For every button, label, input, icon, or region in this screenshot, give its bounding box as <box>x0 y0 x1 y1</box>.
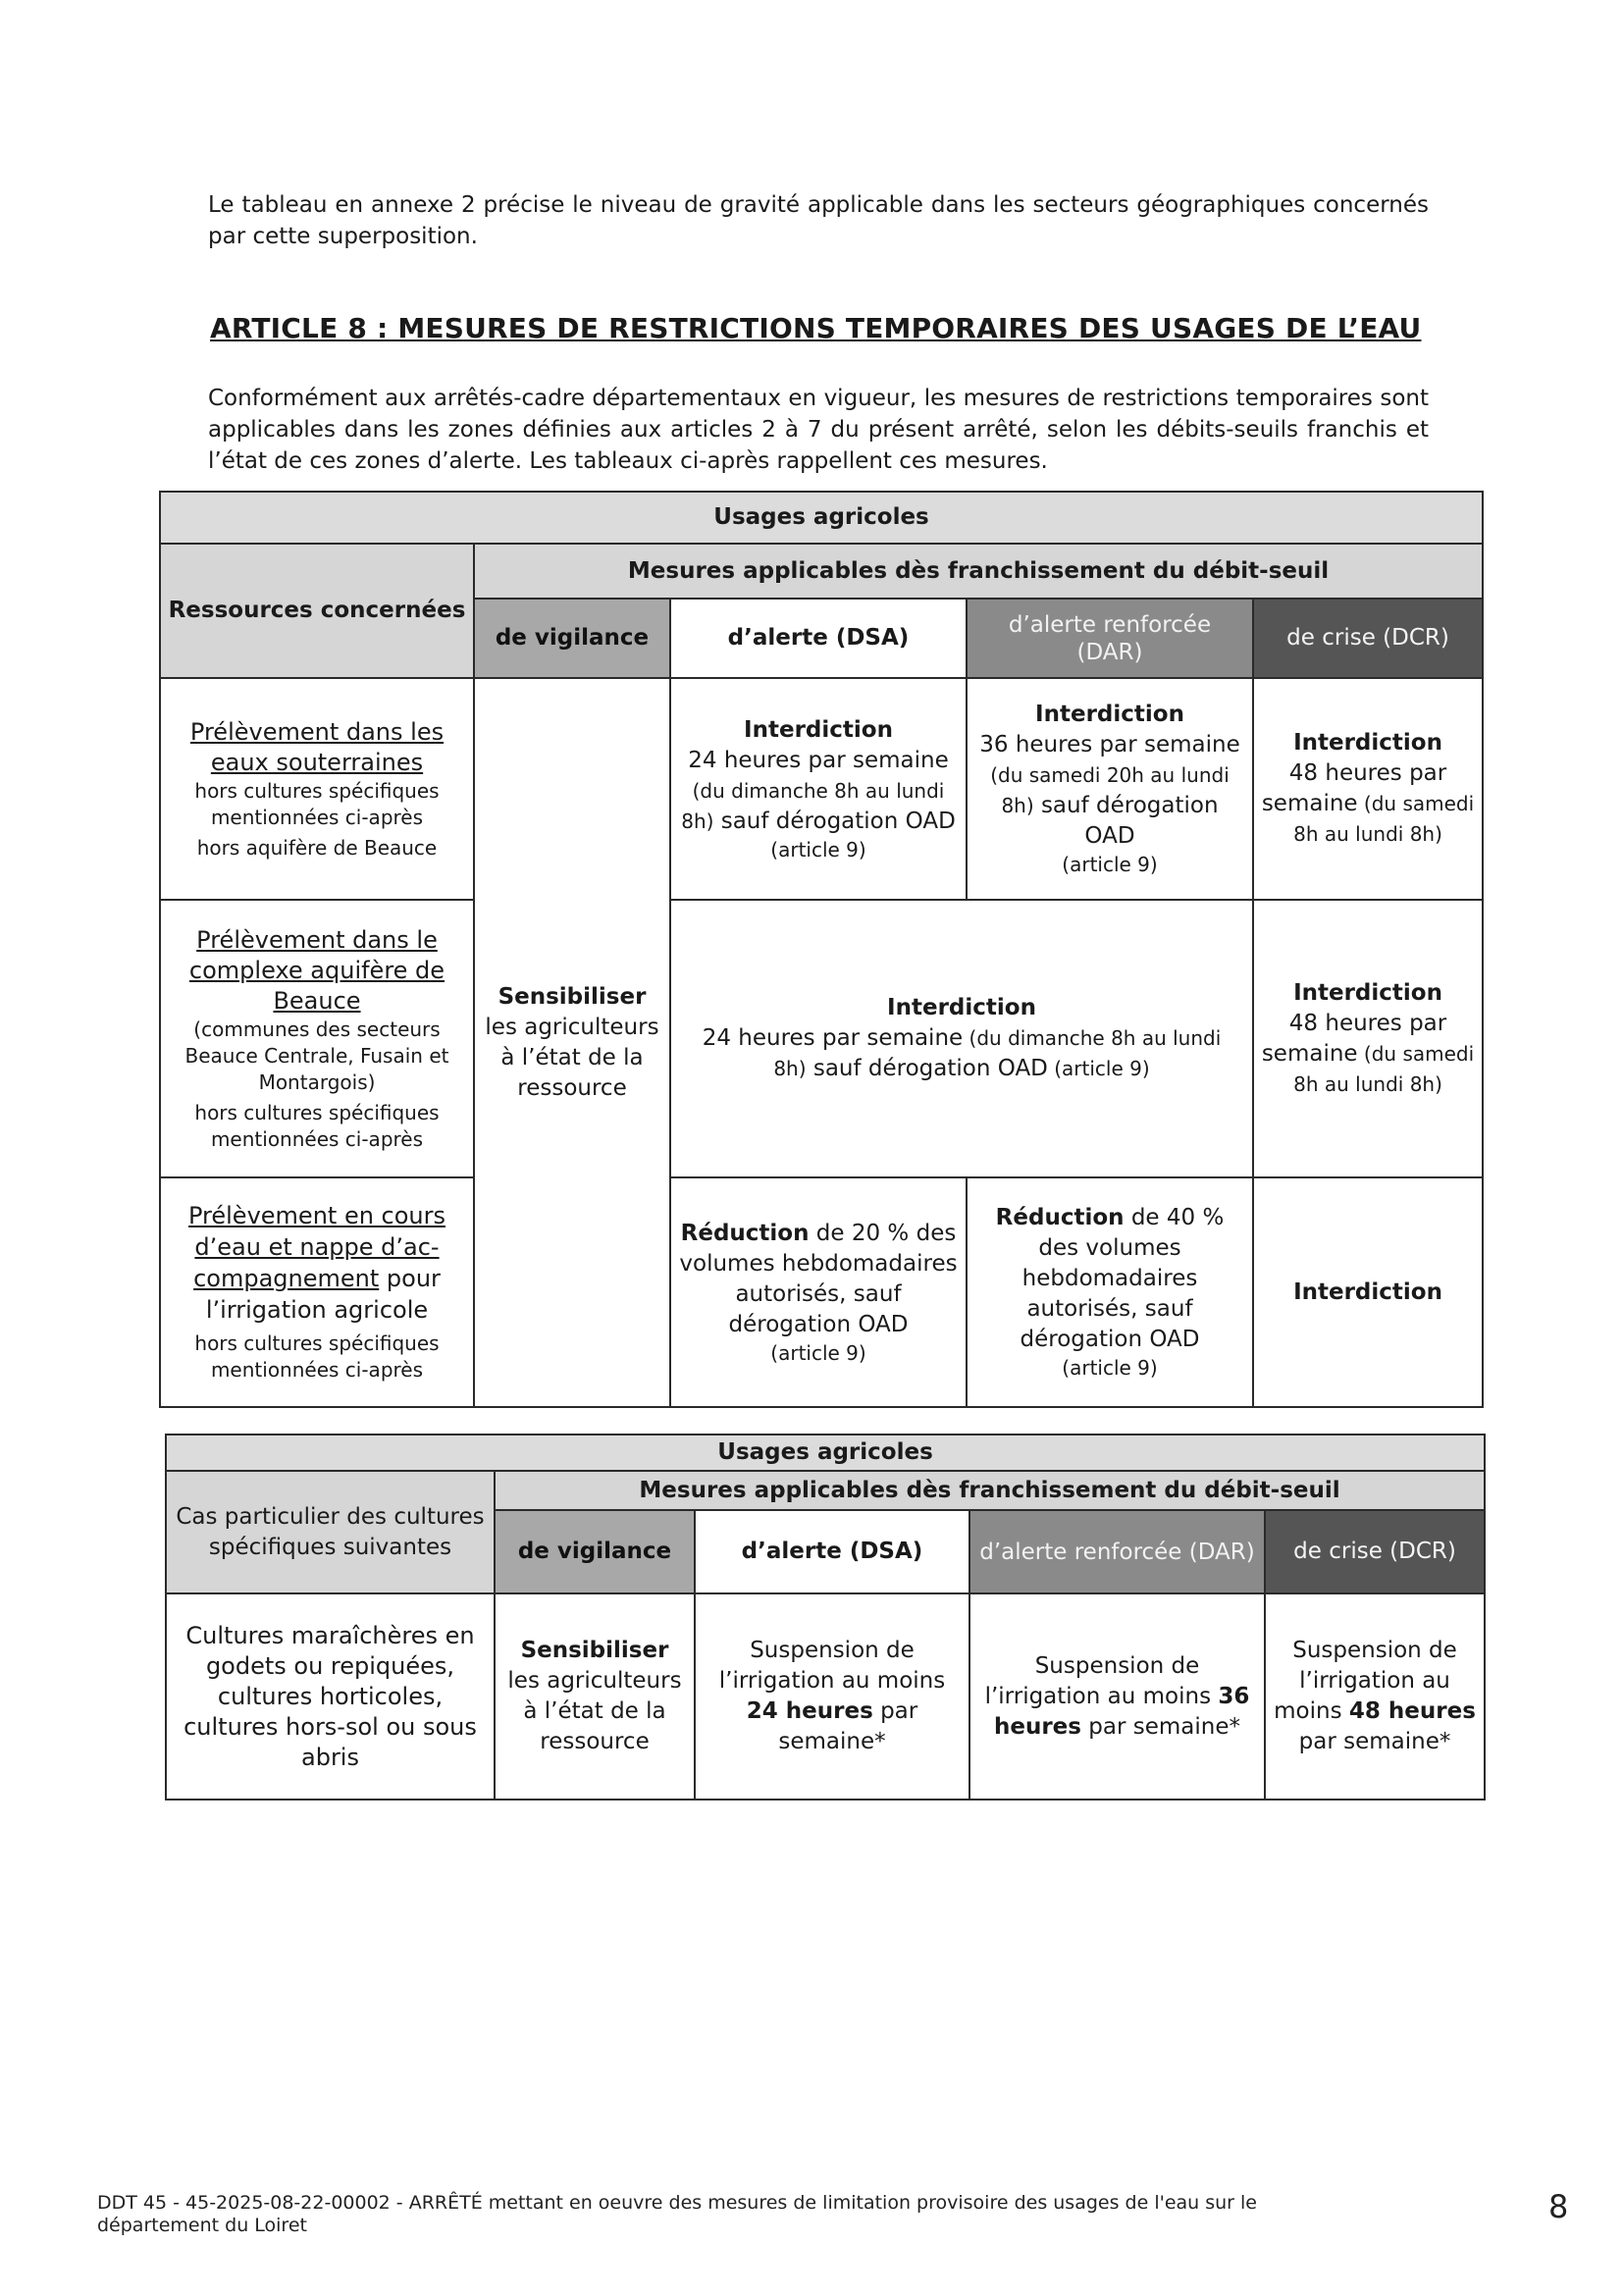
dsa-measure <box>695 1593 969 1800</box>
measure-detail: (du dimanche 8h au lundi 8h) <box>681 778 945 833</box>
measure-text: par semaine* <box>1080 1713 1240 1740</box>
col-dsa: d’alerte (DSA) <box>695 1510 969 1593</box>
dsa-measure <box>670 678 967 900</box>
resource-main: Prélèvement dans les eaux souterraines <box>189 717 445 776</box>
measure-bold: Interdiction <box>1293 1278 1442 1305</box>
measure-detail: (du samedi 8h au lundi 8h) <box>1293 792 1475 846</box>
measure-text: Suspension de l’irrigation au moins <box>1274 1638 1457 1724</box>
measure-text: 24 heures par semaine <box>688 747 949 773</box>
resource-cell <box>160 678 474 900</box>
dcr-measure <box>1253 1177 1483 1407</box>
col-vigilance: de vigilance <box>474 599 670 678</box>
dcr-measure <box>1265 1593 1485 1800</box>
measure-bold: Interdiction <box>1293 730 1442 756</box>
dsa-measure <box>670 1177 967 1407</box>
measure-article: (article 9) <box>1062 1356 1158 1380</box>
measure-bold: Interdiction <box>1035 702 1184 727</box>
measure-text: 48 heures par semaine <box>1261 760 1447 816</box>
resource-cell <box>160 900 474 1177</box>
measure-bold: Interdiction <box>887 995 1036 1020</box>
resource-note: (communes des secteurs Beauce Centrale, Fusain et Montargois) <box>184 1017 449 1094</box>
measure-bold: 24 heures <box>746 1698 873 1724</box>
table2-title: Usages agricoles <box>166 1435 1485 1471</box>
resource-note: hors aquifère de Beauce <box>196 835 438 860</box>
measure-detail: (du samedi 20h au lundi 8h) <box>990 763 1230 817</box>
measure-detail: (du samedi 8h au lundi 8h) <box>1293 1041 1475 1096</box>
col-vigilance: de vigilance <box>495 1510 695 1593</box>
measure-article: (article 9) <box>1062 853 1158 876</box>
resource-note: hors cultures spécifiques mentionnées ci-après <box>194 778 440 829</box>
resources-header: Ressources concernées <box>160 544 474 678</box>
measure-text: sauf dérogation OAD <box>806 1056 1048 1081</box>
article-body: Conformément aux arrêtés-cadre départementaux en vigueur, les mesures de restrictions temporaires sont applicables dans les zones définies aux articles 2 à 7 du présent arrêté, selon les débits-seuils franchis et l’état de ces zones d’alerte. Les tableaux ci-après rappellent ces mesures. <box>208 386 1429 474</box>
measure-bold: 48 heures <box>1348 1698 1476 1724</box>
vigilance-measure <box>495 1593 695 1800</box>
crops-cell: Cultures maraîchères en godets ou repiquées, cultures horticoles, cultures hors-sol ou sous abris <box>166 1593 495 1800</box>
vigilance-text: les agriculteurs à l’état de la ressource <box>485 1014 659 1101</box>
dar-measure <box>967 678 1253 900</box>
measure-bold: Interdiction <box>744 716 893 743</box>
vigilance-text: les agriculteurs à l’état de la ressource <box>507 1668 682 1754</box>
dcr-measure <box>1253 678 1483 900</box>
article-title: ARTICLE 8 : MESURES DE RESTRICTIONS TEMPORAIRES DES USAGES DE L’EAU <box>210 312 1422 344</box>
measures-header: Mesures applicables dès franchissement du débit-seuil <box>495 1471 1485 1510</box>
col-dar: d’alerte renforcée (DAR) <box>967 599 1253 678</box>
resource-note: hors cultures spécifiques mentionnées ci-après <box>194 1100 440 1151</box>
dsa-dar-measure <box>670 900 1253 1177</box>
case-header: Cas particulier des cultures spécifiques suivantes <box>166 1471 495 1593</box>
col-dcr: de crise (DCR) <box>1265 1510 1485 1593</box>
measure-bold: Interdiction <box>1293 979 1442 1006</box>
intro-paragraph: Le tableau en annexe 2 précise le niveau de gravité applicable dans les secteurs géographiques concernés par cette superposition. <box>208 192 1429 249</box>
col-dsa: d’alerte (DSA) <box>670 599 967 678</box>
col-dcr: de crise (DCR) <box>1253 599 1483 678</box>
measure-text: sauf dérogation OAD <box>713 808 956 834</box>
measure-text: sauf dérogation OAD <box>1033 793 1219 849</box>
measure-article: (article 9) <box>1047 1057 1150 1080</box>
measure-text: de 40 % des volumes hebdomadaires autorisés, sauf dérogation OAD <box>1020 1205 1225 1352</box>
measure-detail: (du dimanche 8h au lundi 8h) <box>773 1026 1222 1080</box>
measures-table-specific <box>165 1434 1486 1800</box>
measure-bold: Réduction <box>680 1220 810 1246</box>
measure-bold: Réduction <box>995 1205 1125 1230</box>
page-footer: DDT 45 - 45-2025-08-22-00002 - ARRÊTÉ mettant en oeuvre des mesures de limitation provisoire des usages de l'eau sur le département du Loiret <box>97 2192 1257 2236</box>
measure-text: 48 heures par semaine <box>1261 1010 1447 1067</box>
resource-cell <box>160 1177 474 1407</box>
dar-measure <box>967 1177 1253 1407</box>
measure-text: de 20 % des volumes hebdomadaires autorisés, sauf dérogation OAD <box>679 1220 958 1337</box>
measure-bold: 36 heures <box>993 1683 1250 1740</box>
measure-text: 36 heures par semaine <box>979 732 1240 757</box>
resource-main: Prélèvement en cours d’eau et nappe d’ac-compagnement <box>187 1202 446 1292</box>
measure-article: (article 9) <box>770 837 866 861</box>
measures-table-main <box>159 491 1484 1408</box>
table1-title: Usages agricoles <box>160 492 1483 544</box>
col-dar: d’alerte renforcée (DAR) <box>969 1510 1265 1593</box>
vigilance-measure <box>474 678 670 1407</box>
measure-text: Suspension de l’irrigation au moins <box>718 1638 946 1694</box>
vigilance-bold: Sensibiliser <box>520 1638 669 1663</box>
vigilance-bold: Sensibiliser <box>497 983 647 1010</box>
resource-main: Prélèvement dans le complexe aquifère de Beauce <box>188 925 445 1015</box>
page-number: 8 <box>1548 2188 1569 2225</box>
measure-text: par semaine* <box>778 1698 918 1754</box>
measure-text: 24 heures par semaine <box>702 1025 964 1051</box>
dcr-measure <box>1253 900 1483 1177</box>
resource-note: hors cultures spécifiques mentionnées ci-après <box>194 1331 440 1382</box>
measures-header: Mesures applicables dès franchissement du débit-seuil <box>474 544 1483 599</box>
measure-text: par semaine* <box>1298 1729 1451 1754</box>
dar-measure <box>969 1593 1265 1800</box>
measure-text: Suspension de l’irrigation au moins <box>984 1652 1219 1709</box>
resource-tail: pour l’irrigation agricole <box>205 1265 441 1324</box>
measure-article: (article 9) <box>770 1340 866 1365</box>
